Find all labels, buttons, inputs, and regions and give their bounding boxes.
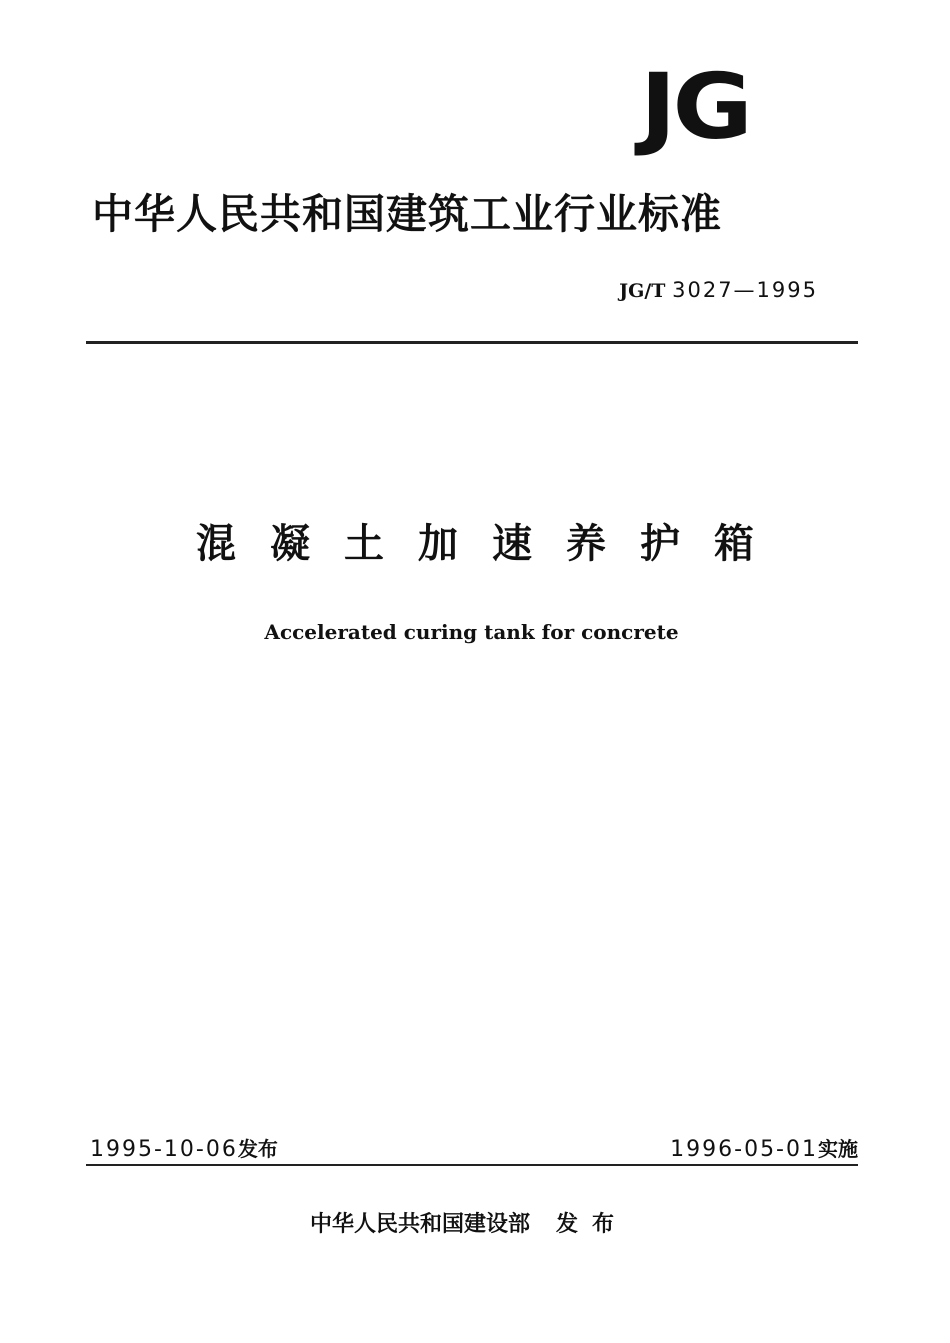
implementation-date-value: 1996-05-01 (670, 1137, 818, 1162)
standard-code (619, 278, 818, 303)
issue-date-label: 发布 (237, 1137, 278, 1161)
standard-code-prefix: JG/T (619, 280, 666, 302)
issue-date (90, 1137, 278, 1163)
publisher-action: 发布 (556, 1212, 629, 1237)
implementation-date-label: 实施 (818, 1137, 858, 1161)
jg-logo: JG (640, 54, 749, 160)
standard-code-number: 3027—1995 (672, 278, 818, 302)
bottom-divider (86, 1164, 858, 1166)
standard-category: 中华人民共和国建筑工业行业标准 (92, 190, 722, 238)
implementation-date (670, 1137, 858, 1163)
page-title: 混凝土加速养护箱 (196, 521, 788, 567)
issue-date-value: 1995-10-06 (90, 1137, 238, 1162)
top-divider (86, 341, 858, 344)
publisher (0, 1212, 938, 1238)
publisher-name: 中华人民共和国建设部 (309, 1212, 530, 1237)
page-title-english: Accelerated curing tank for concrete (264, 620, 679, 644)
